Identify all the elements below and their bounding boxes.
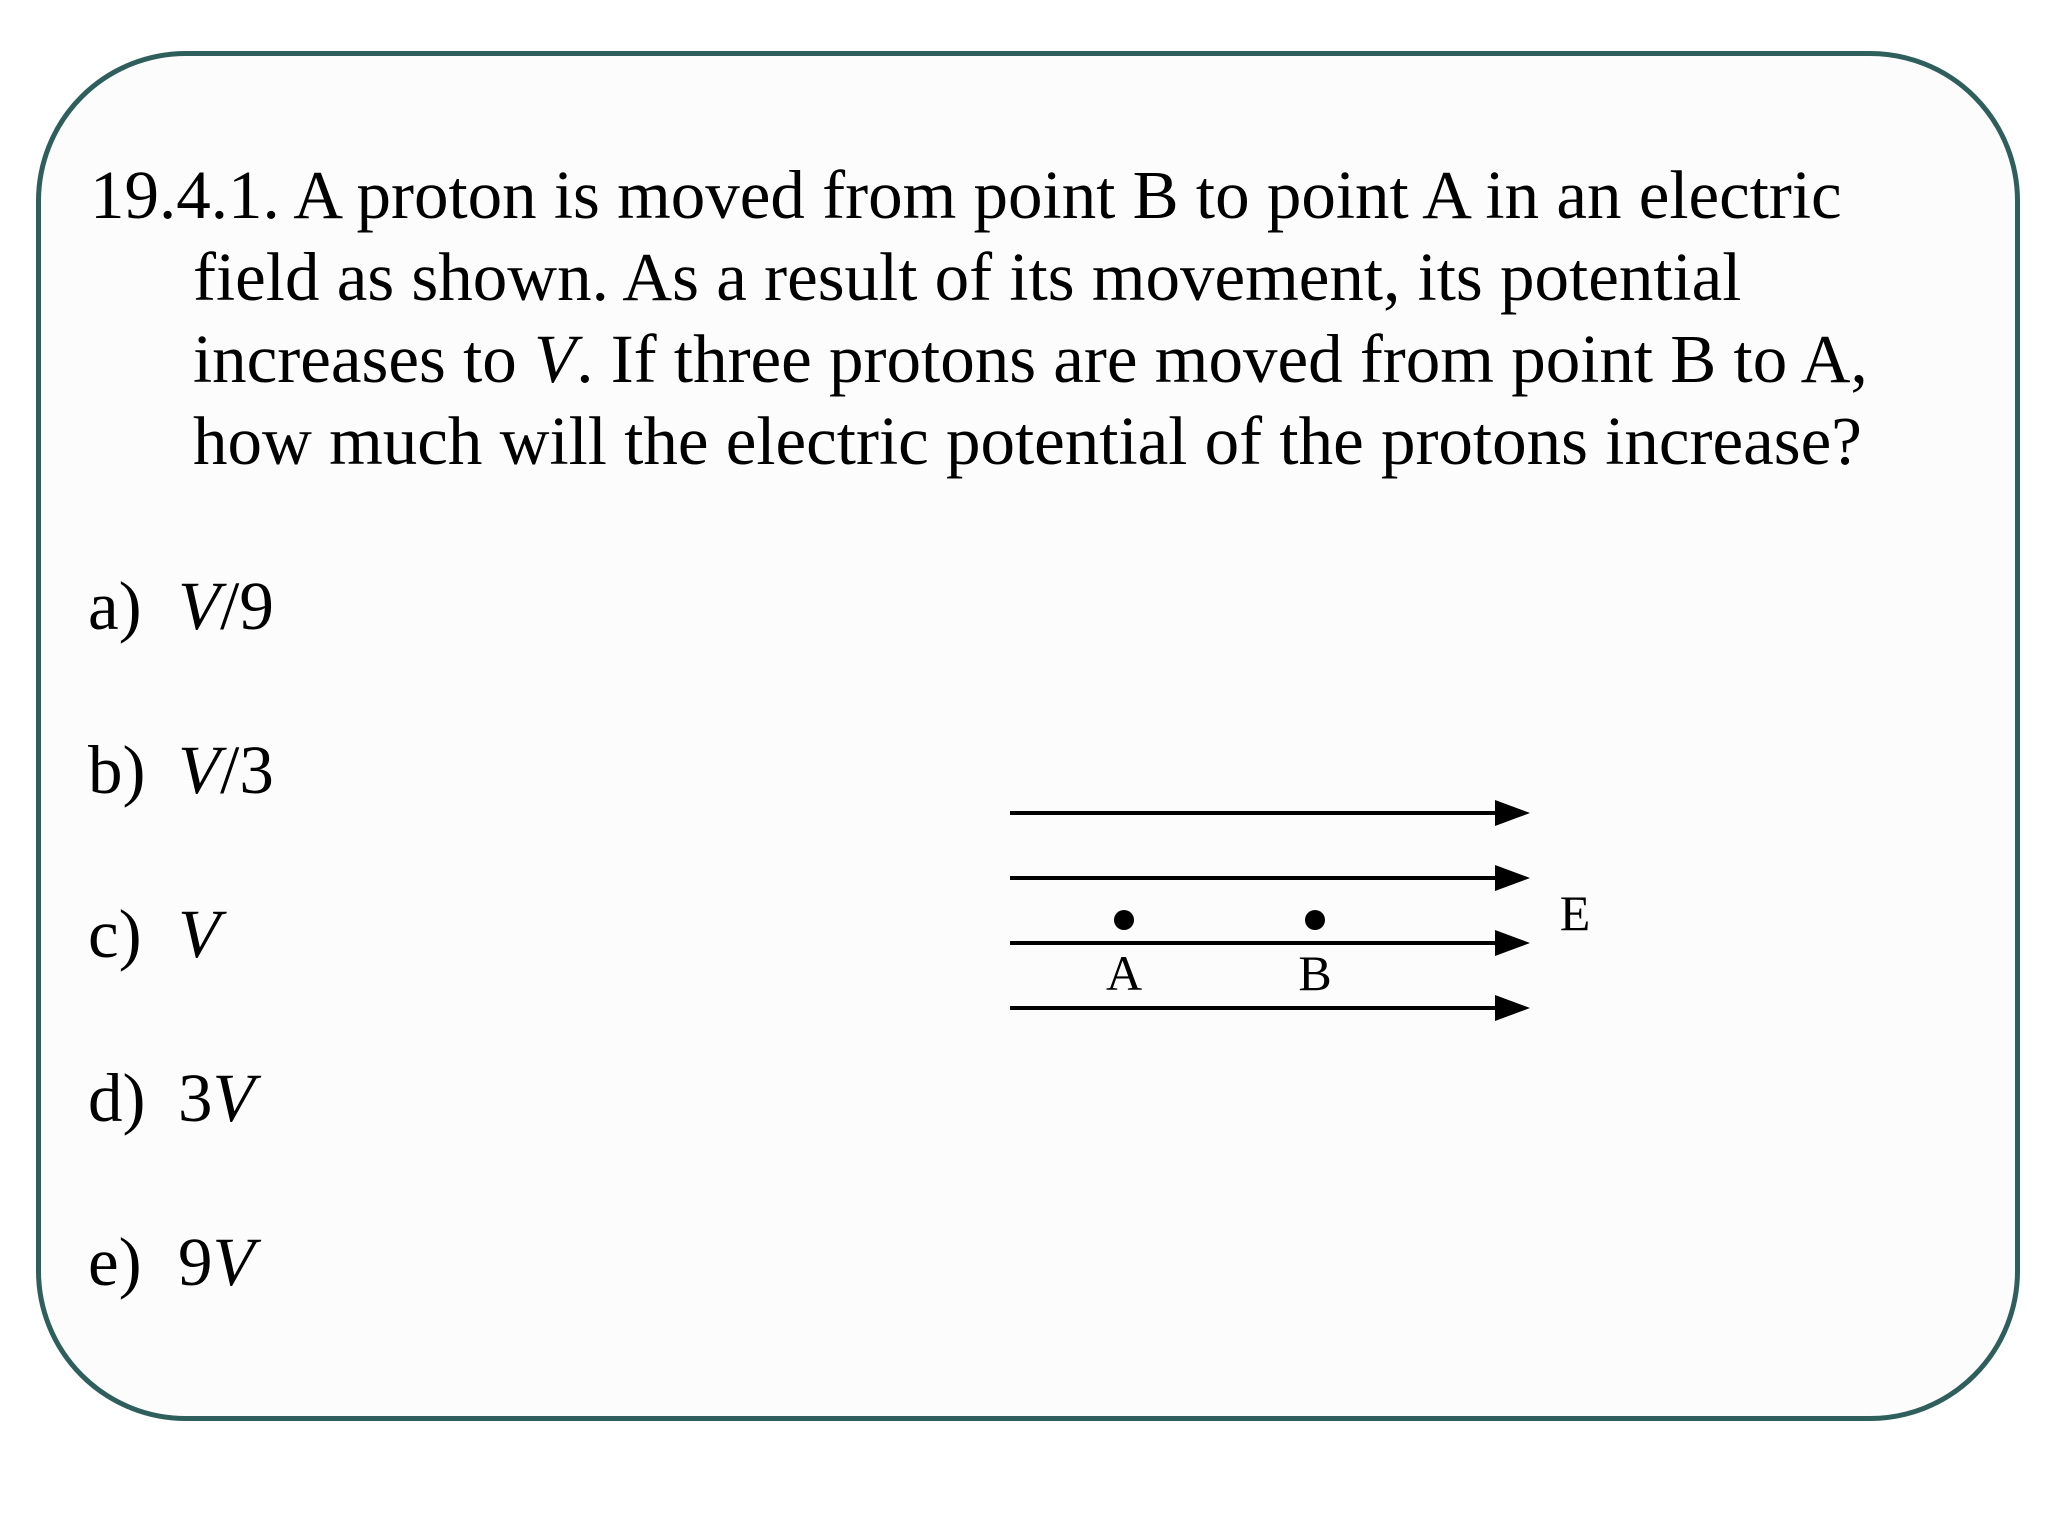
arrowhead-icon	[1495, 930, 1530, 956]
question-line-3-end: . If three protons are moved from point B to A,	[576, 321, 1868, 397]
question-line-1: 19.4.1. A proton is moved from point B to point A in an electric	[90, 157, 1842, 233]
point-b-label: B	[1298, 945, 1332, 1001]
choice-letter: b)	[88, 732, 146, 808]
choice-prefix: 3	[178, 1060, 213, 1136]
question-text	[90, 154, 1950, 482]
choice-letter: d)	[88, 1060, 146, 1136]
choice-c[interactable]	[88, 893, 220, 975]
choice-d[interactable]	[88, 1057, 255, 1139]
question-line-4: how much will the electric potential of the protons increase?	[193, 403, 1862, 479]
choice-variable: V	[178, 568, 221, 644]
choice-value	[178, 896, 220, 972]
field-line-2	[1010, 865, 1530, 891]
choice-variable: V	[212, 1060, 255, 1136]
variable-v: V	[534, 321, 577, 397]
choice-letter: e)	[88, 1224, 142, 1300]
arrowhead-icon	[1495, 800, 1530, 826]
point-b-dot	[1305, 910, 1325, 930]
choice-variable: V	[178, 732, 221, 808]
choice-value	[178, 732, 274, 808]
field-line-4	[1010, 995, 1530, 1021]
choice-b[interactable]	[88, 729, 274, 811]
point-a-dot	[1114, 910, 1134, 930]
field-line-1	[1010, 800, 1530, 826]
choice-letter: c)	[88, 896, 142, 972]
choice-e[interactable]	[88, 1221, 255, 1303]
choice-value	[178, 1060, 255, 1136]
choice-suffix: /9	[220, 568, 274, 644]
field-lines	[1010, 800, 1530, 1021]
point-a-label: A	[1105, 945, 1143, 1001]
field-label: E	[1559, 885, 1591, 941]
choice-variable: V	[212, 1224, 255, 1300]
field-line-3	[1010, 930, 1530, 956]
question-line-3	[90, 318, 1950, 400]
question-line-3-start: increases to	[193, 321, 535, 397]
arrowhead-icon	[1495, 865, 1530, 891]
question-line-2: field as shown. As a result of its movement, its potential	[193, 239, 1742, 315]
choice-a[interactable]	[88, 565, 274, 647]
choice-value	[178, 1224, 255, 1300]
arrowhead-icon	[1495, 995, 1530, 1021]
choice-letter: a)	[88, 568, 142, 644]
choice-value	[178, 568, 274, 644]
choice-variable: V	[178, 896, 221, 972]
choice-suffix: /3	[220, 732, 274, 808]
choice-prefix: 9	[178, 1224, 213, 1300]
electric-field-diagram	[1000, 790, 1620, 1050]
